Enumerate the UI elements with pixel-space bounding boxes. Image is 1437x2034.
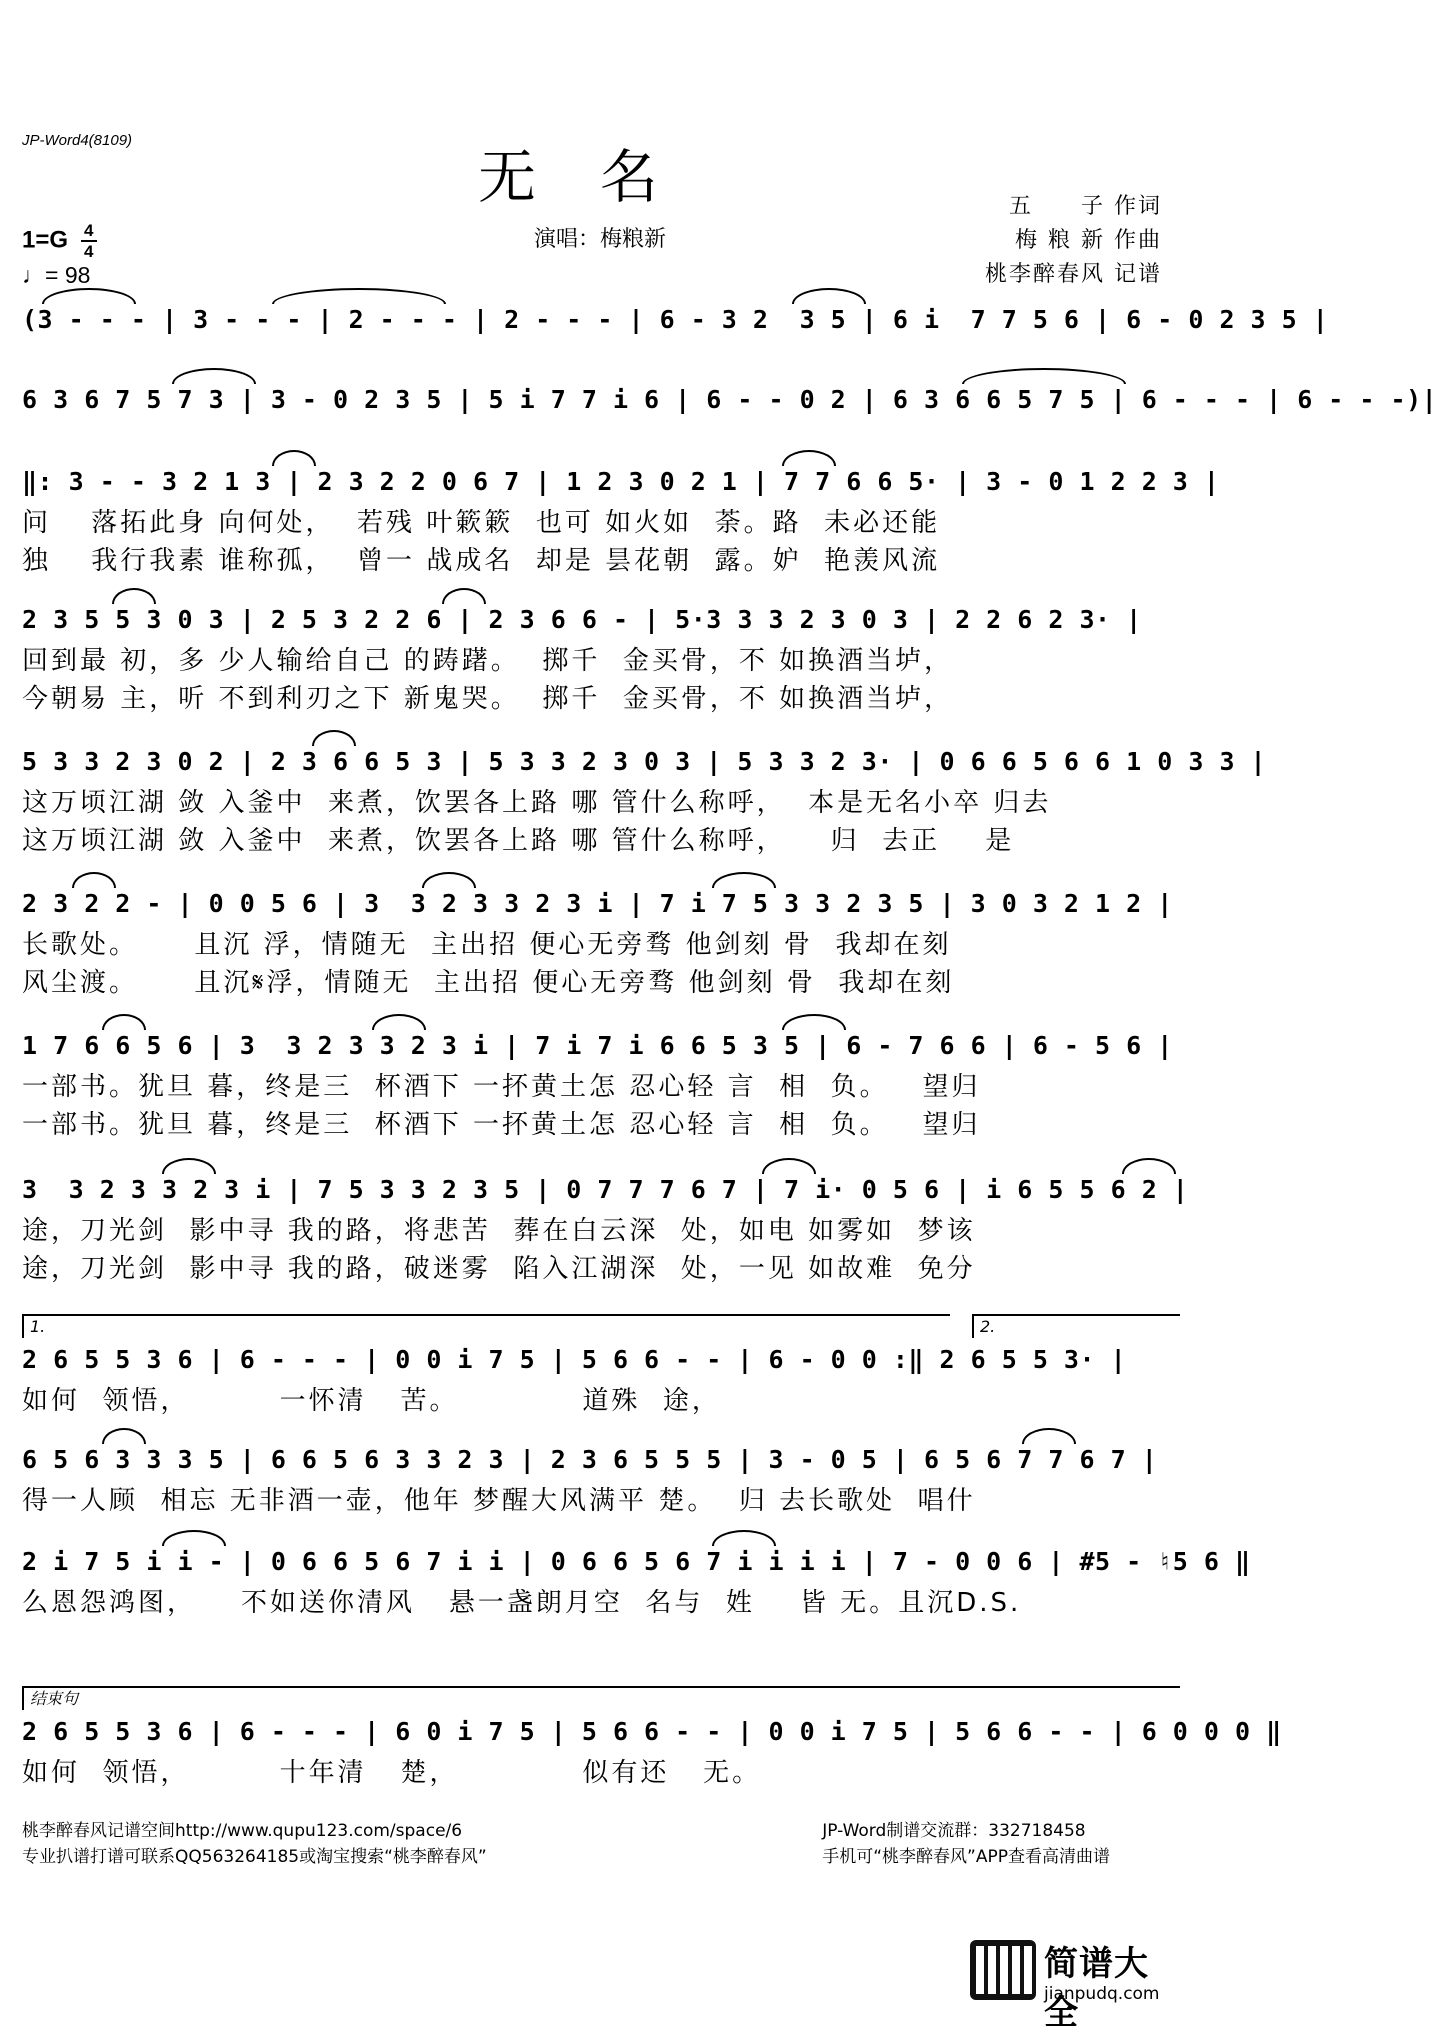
lyric-line-verse-2: 这万顷江湖 敛 入釜中 来煮，饮罢各上路 哪 管什么称呼， 归 去正 是 xyxy=(22,826,1015,856)
notation-line: 2 3 5 5 3 0 3 | 2 5 3 2 2 6 | 2 3 6 6 - | 5·3 3 3 2 3 0 3 | 2 2 6 2 3· | xyxy=(22,605,1142,634)
lyric-line-verse-1: 途，刀光剑 影中寻 我的路，将悲苦 葬在白云深 处，如电 如雾如 梦该 xyxy=(22,1216,976,1246)
notation-line: 5 3 3 2 3 0 2 | 2 3 6 6 5 3 | 5 3 3 2 3 0 3 | 5 3 3 2 3· | 0 6 6 5 6 6 1 0 3 3 | xyxy=(22,747,1267,776)
notation-line: 2 6 5 5 3 6 | 6 - - - | 0 0 i 7 5 | 5 6 6 - - | 6 - 0 0 :‖ 2 6 5 5 3· | xyxy=(22,1345,1127,1374)
notation-line: ‖: 3 - - 3 2 1 3 | 2 3 2 2 0 6 7 | 1 2 3 0 2 1 | 7 7 6 6 5· | 3 - 0 1 2 2 3 | xyxy=(22,467,1220,496)
footer-contact: 专业扒谱打谱可联系QQ563264185或淘宝搜索“桃李醉春风” xyxy=(22,1847,487,1867)
site-watermark xyxy=(970,1934,1180,2033)
footer-space-link[interactable]: 桃李醉春风记谱空间http://www.qupu123.com/space/6 xyxy=(22,1821,463,1841)
footer-left xyxy=(22,1818,487,1870)
lyric-line-verse-2: 风尘渡。 且沉𝄋浮，情随无 主出招 便心无旁骛 他剑刻 骨 我却在刻 xyxy=(22,968,955,998)
lyric-line: 如何 领悟， 一怀清 苦。 道殊 途， xyxy=(22,1386,721,1416)
lyric-line-verse-2: 独 我行我素 谁称孤， 曾一 战成名 却是 昙花朝 露。妒 艳羡风流 xyxy=(22,546,941,576)
lyric-line: 得一人顾 相忘 无非酒一壶，他年 梦醒大风满平 楚。 归 去长歌处 唱什 xyxy=(22,1486,976,1516)
lyric-line-verse-1: 回到最 初，多 少人输给自己 的踌躇。 掷千 金买骨，不 如换酒当垆， xyxy=(22,646,954,676)
notation-line: 6 5 6 3 3 3 5 | 6 6 5 6 3 3 2 3 | 2 3 6 5 5 5 | 3 - 0 5 | 6 5 6 7 7 6 7 | xyxy=(22,1445,1158,1474)
lyric-line-verse-2: 今朝易 主，听 不到利刃之下 新鬼哭。 掷千 金买骨，不 如换酒当垆， xyxy=(22,684,954,714)
footer-right xyxy=(822,1818,1110,1870)
software-label: JP-Word4(8109) xyxy=(22,132,133,149)
notation-line: (3 - - - | 3 - - - | 2 - - - | 2 - - - | 6 - 3 2 3 5 | 6 i 7 7 5 6 | 6 - 0 2 3 5 | xyxy=(22,305,1329,334)
volta-first-ending: 1. xyxy=(22,1314,950,1338)
song-title: 无名 xyxy=(477,143,722,211)
lyric-line-verse-2: 途，刀光剑 影中寻 我的路，破迷雾 陷入江湖深 处，一见 如故难 免分 xyxy=(22,1254,976,1284)
tempo-marking: ♩= 98 xyxy=(22,262,91,288)
lyric-line-verse-2: 一部书。犹旦 暮，终是三 杯酒下 一抔黄土怎 忍心轻 言 相 负。 望归 xyxy=(22,1110,981,1140)
volta-second-ending: 2. xyxy=(972,1314,1180,1338)
singer-credit: 演唱：梅粮新 xyxy=(533,227,666,252)
notation-line: 6 3 6 7 5 7 3 | 3 - 0 2 3 5 | 5 i 7 7 i 6 | 6 - - 0 2 | 6 3 6 6 5 7 5 | 6 - - - | 6 - - -)| xyxy=(22,385,1437,414)
notation-line: 2 i 7 5 i i - | 0 6 6 5 6 7 i i | 0 6 6 5 6 7 i i i i | 7 - 0 0 6 | #5 - ♮5 6 ‖ xyxy=(22,1547,1251,1576)
lyric-line-verse-1: 一部书。犹旦 暮，终是三 杯酒下 一抔黄土怎 忍心轻 言 相 负。 望归 xyxy=(22,1072,981,1102)
lyric-line: 如何 领悟， 十年清 楚， 似有还 无。 xyxy=(22,1758,762,1788)
footer-group: JP-Word制谱交流群：332718458 xyxy=(822,1821,1086,1841)
composer-credit: 梅 粮 新 作曲 xyxy=(1015,228,1162,253)
volta-coda: 结束句 xyxy=(22,1686,1180,1710)
notation-line: 3 3 2 3 3 2 3 i | 7 5 3 3 2 3 5 | 0 7 7 7 6 7 | 7 i· 0 5 6 | i 6 5 5 6 2 | xyxy=(22,1175,1189,1204)
lyricist-credit: 五 子 作词 xyxy=(1009,194,1162,219)
notation-line: 1 7 6 6 5 6 | 3 3 2 3 3 2 3 i | 7 i 7 i 6 6 5 3 5 | 6 - 7 6 6 | 6 - 5 6 | xyxy=(22,1031,1173,1060)
lyric-line-verse-1: 这万顷江湖 敛 入釜中 来煮，饮罢各上路 哪 管什么称呼， 本是无名小卒 归去 xyxy=(22,788,1052,818)
watermark-url: jianpudq.com xyxy=(1044,1984,1160,2004)
key-signature xyxy=(22,222,97,260)
notation-line: 2 6 5 5 3 6 | 6 - - - | 6 0 i 7 5 | 5 6 6 - - | 0 0 i 7 5 | 5 6 6 - - | 6 0 0 0 ‖ xyxy=(22,1717,1282,1746)
credits xyxy=(985,190,1162,292)
time-bottom: 4 xyxy=(83,242,94,261)
lyric-line-verse-1: 长歌处。 且沉 浮，情随无 主出招 便心无旁骛 他剑刻 骨 我却在刻 xyxy=(22,930,952,960)
footer-app: 手机可“桃李醉春风”APP查看高清曲谱 xyxy=(822,1847,1110,1867)
time-top: 4 xyxy=(83,221,94,240)
piano-keys-icon xyxy=(970,1940,1036,2000)
transcriber-credit: 桃李醉春风 记谱 xyxy=(985,262,1162,287)
lyric-line: 么恩怨鸿图， 不如送你清风 悬一盏朗月空 名与 姓 皆 无。且沉D.S. xyxy=(22,1588,1022,1618)
lyric-line-verse-1: 问 落拓此身 向何处， 若残 叶簌簌 也可 如火如 荼。路 未必还能 xyxy=(22,508,941,538)
time-signature xyxy=(81,222,97,260)
key-label: 1=G xyxy=(22,226,69,254)
notation-line: 2 3 2 2 - | 0 0 5 6 | 3 3 2 3 3 2 3 i | 7 i 7 5 3 3 2 3 5 | 3 0 3 2 1 2 | xyxy=(22,889,1173,918)
watermark-title: 简谱大全 xyxy=(1044,1944,1149,2033)
